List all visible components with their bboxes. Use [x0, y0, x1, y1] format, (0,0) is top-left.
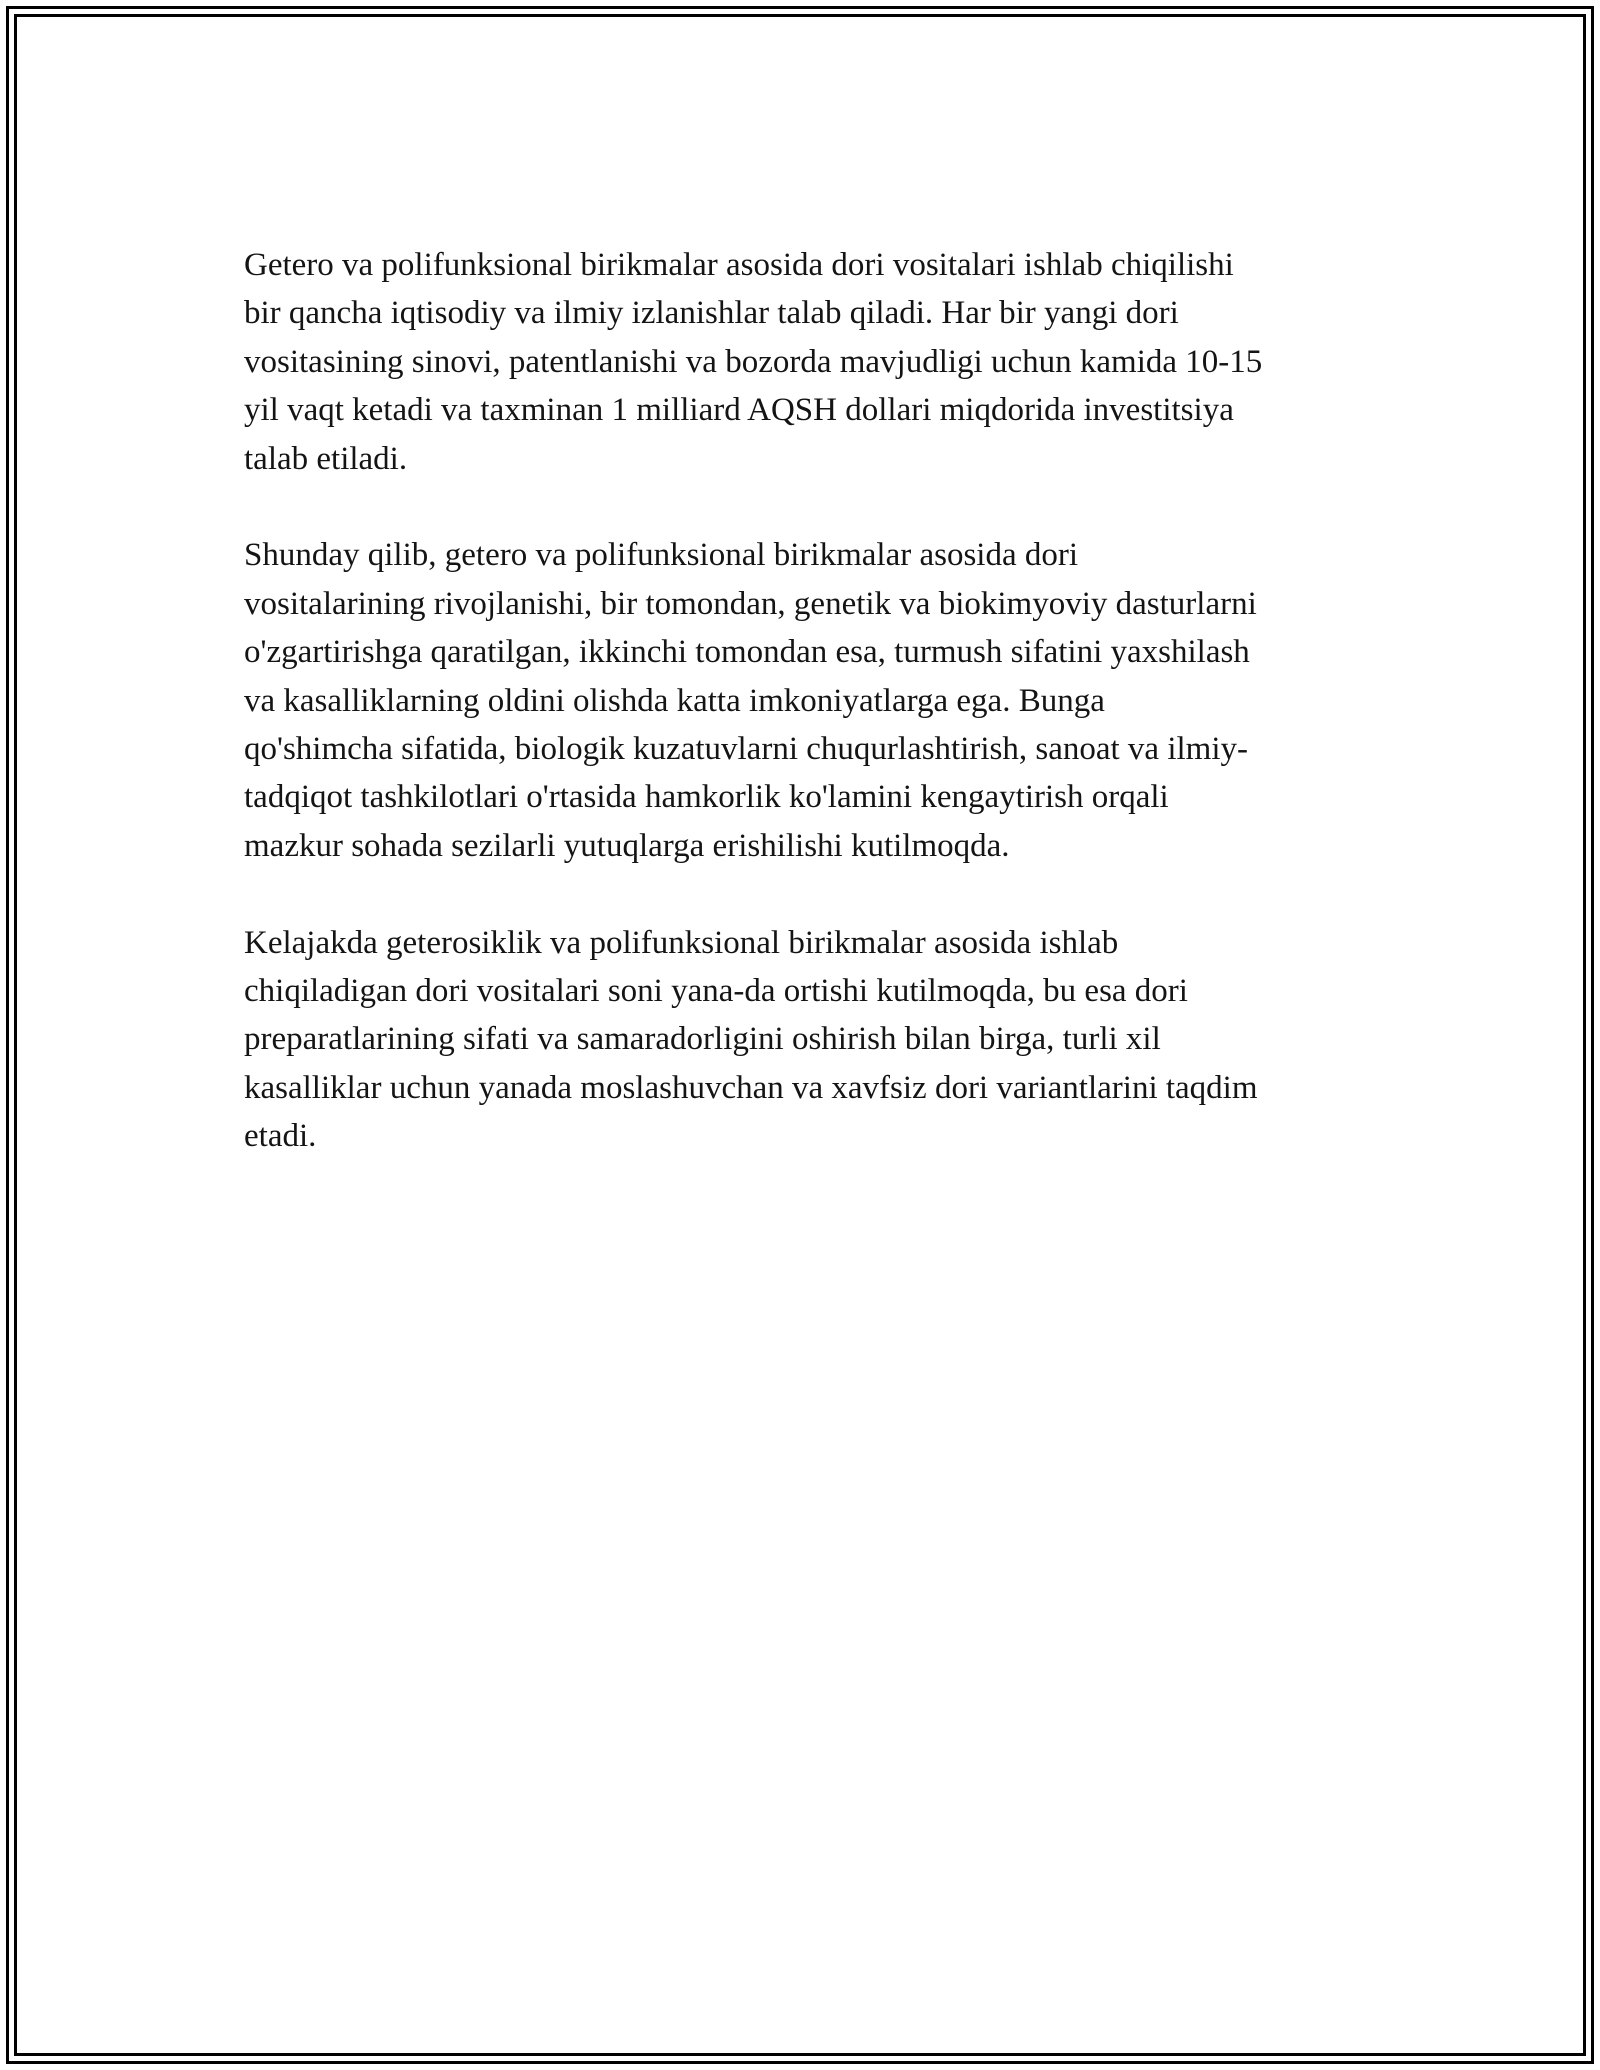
paragraph-line: yil vaqt ketadi va taxminan 1 milliard AQSH dollari miqdorida investitsiya [244, 392, 1234, 429]
paragraph-line: vositasining sinovi, patentlanishi va bozorda mavjudligi uchun kamida 10-15 [244, 343, 1263, 380]
document-body [244, 241, 1384, 1209]
paragraph-line: etadi. [244, 1118, 317, 1155]
page-border [6, 6, 1594, 2064]
paragraph-line: vositalarining rivojlanishi, bir tomondan, genetik va biokimyoviy dasturlarni [244, 585, 1257, 622]
paragraph-line: bir qancha iqtisodiy va ilmiy izlanishlar talab qiladi. Har bir yangi dori [244, 295, 1179, 332]
paragraph-line: qo'shimcha sifatida, biologik kuzatuvlarni chuqurlashtirish, sanoat va ilmiy- [244, 731, 1248, 768]
paragraph-line: tadqiqot tashkilotlari o'rtasida hamkorlik ko'lamini kengaytirish orqali [244, 779, 1169, 816]
paragraph-3 [244, 919, 1384, 1161]
paragraph-line: va kasalliklarning oldini olishda katta imkoniyatlarga ega. Bunga [244, 682, 1105, 719]
paragraph-2 [244, 531, 1384, 870]
paragraph-line: preparatlarining sifati va samaradorligini oshirish bilan birga, turli xil [244, 1021, 1161, 1058]
paragraph-line: Getero va polifunksional birikmalar asosida dori vositalari ishlab chiqilishi [244, 247, 1234, 283]
paragraph-line: talab etiladi. [244, 440, 408, 477]
paragraph-line: mazkur sohada sezilarli yutuqlarga erishilishi kutilmoqda. [244, 827, 1010, 864]
paragraph-line: kasalliklar uchun yanada moslashuvchan va xavfsiz dori variantlarini taqdim [244, 1069, 1258, 1106]
paragraph-line: chiqiladigan dori vositalari soni yana-da ortishi kutilmoqda, bu esa dori [244, 973, 1188, 1010]
paragraph-line: o'zgartirishga qaratilgan, ikkinchi tomondan esa, turmush sifatini yaxshilash [244, 634, 1250, 671]
paragraph-line: Kelajakda geterosiklik va polifunksional birikmalar asosida ishlab [244, 924, 1119, 961]
paragraph-line: Shunday qilib, getero va polifunksional birikmalar asosida dori [244, 537, 1079, 574]
paragraph-1 [244, 241, 1384, 483]
